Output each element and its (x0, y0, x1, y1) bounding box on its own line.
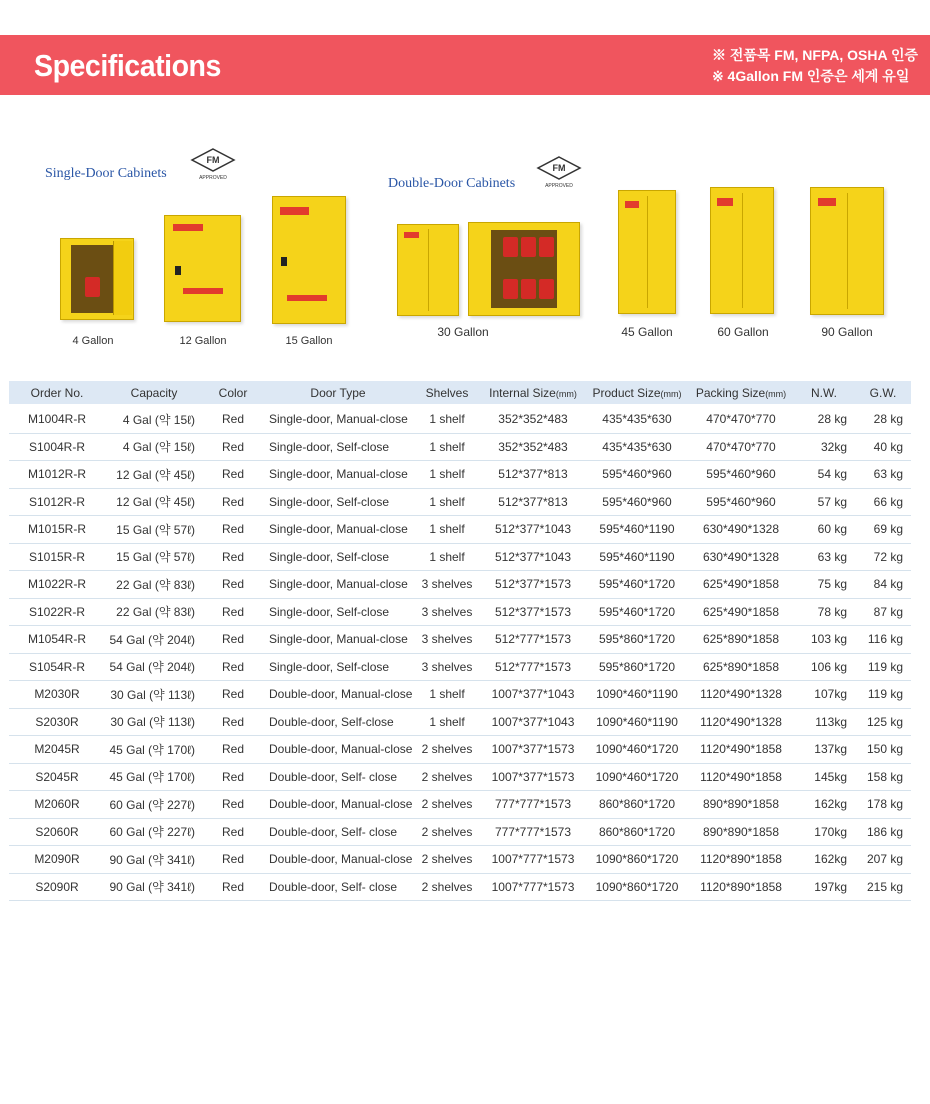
cabinet-90-gallon-image (810, 187, 884, 315)
cell-capacity: 60 Gal (약 227ℓ) (105, 791, 203, 819)
cell-product-size: 1090*460*1190 (585, 708, 689, 736)
table-row (9, 488, 911, 516)
table-row (9, 461, 911, 489)
cell-order-no: S1054R-R (9, 653, 105, 681)
cell-internal-size: 512*377*1573 (481, 571, 585, 599)
cell-color: Red (203, 405, 263, 433)
cell-gw: 40 kg (855, 433, 911, 461)
cell-door-type: Double-door, Self- close (263, 763, 413, 791)
cell-shelves: 1 shelf (413, 708, 481, 736)
cell-nw: 137kg (793, 736, 855, 764)
cell-order-no: M1022R-R (9, 571, 105, 599)
table-row (9, 405, 911, 433)
cell-nw: 170kg (793, 818, 855, 846)
cell-door-type: Single-door, Manual-close (263, 571, 413, 599)
specifications-table (9, 381, 911, 901)
cell-door-type: Single-door, Manual-close (263, 516, 413, 544)
table-row (9, 818, 911, 846)
cell-order-no: S2060R (9, 818, 105, 846)
cell-nw: 60 kg (793, 516, 855, 544)
cell-capacity: 54 Gal (약 204ℓ) (105, 626, 203, 654)
cell-color: Red (203, 791, 263, 819)
cell-product-size: 595*860*1720 (585, 626, 689, 654)
cell-order-no: S1004R-R (9, 433, 105, 461)
cell-door-type: Single-door, Self-close (263, 543, 413, 571)
table-row (9, 626, 911, 654)
cell-door-type: Single-door, Self-close (263, 433, 413, 461)
cell-product-size: 1090*460*1720 (585, 736, 689, 764)
cell-shelves: 1 shelf (413, 461, 481, 489)
cell-product-size: 595*460*1720 (585, 571, 689, 599)
certification-notes (712, 45, 918, 87)
cell-color: Red (203, 681, 263, 709)
cell-product-size: 1090*460*1190 (585, 681, 689, 709)
table-row (9, 653, 911, 681)
cell-shelves: 3 shelves (413, 626, 481, 654)
cell-gw: 69 kg (855, 516, 911, 544)
header-door-type: Door Type (263, 381, 413, 405)
cell-color: Red (203, 488, 263, 516)
cell-packing-size: 630*490*1328 (689, 543, 793, 571)
note-certification: ※ 전품목 FM, NFPA, OSHA 인증 (711, 47, 918, 63)
cell-product-size: 860*860*1720 (585, 818, 689, 846)
cell-color: Red (203, 543, 263, 571)
cell-shelves: 2 shelves (413, 818, 481, 846)
cell-door-type: Double-door, Self-close (263, 708, 413, 736)
cell-internal-size: 1007*377*1573 (481, 736, 585, 764)
cell-capacity: 30 Gal (약 113ℓ) (105, 681, 203, 709)
cell-order-no: S1022R-R (9, 598, 105, 626)
caption-45-gallon: 45 Gallon (621, 325, 673, 339)
table-row (9, 681, 911, 709)
cell-gw: 63 kg (855, 461, 911, 489)
cell-door-type: Double-door, Self- close (263, 873, 413, 901)
cell-internal-size: 512*377*1043 (481, 543, 585, 571)
header-internal-size: Internal Size(mm) (481, 381, 585, 405)
cell-product-size: 595*460*1190 (585, 516, 689, 544)
cell-capacity: 90 Gal (약 341ℓ) (105, 873, 203, 901)
cell-shelves: 1 shelf (413, 516, 481, 544)
cell-order-no: S1012R-R (9, 488, 105, 516)
cell-door-type: Single-door, Self-close (263, 488, 413, 516)
cell-internal-size: 1007*777*1573 (481, 846, 585, 874)
cell-door-type: Double-door, Manual-close (263, 846, 413, 874)
caption-12-gallon: 12 Gallon (179, 335, 227, 347)
table-row (9, 708, 911, 736)
cell-color: Red (203, 818, 263, 846)
caption-30-gallon: 30 Gallon (437, 325, 489, 339)
cell-capacity: 45 Gal (약 170ℓ) (105, 736, 203, 764)
cell-order-no: M1012R-R (9, 461, 105, 489)
table-row (9, 873, 911, 901)
cell-gw: 87 kg (855, 598, 911, 626)
cell-gw: 119 kg (855, 681, 911, 709)
cell-door-type: Single-door, Self-close (263, 653, 413, 681)
cell-order-no: M1004R-R (9, 405, 105, 433)
cell-capacity: 15 Gal (약 57ℓ) (105, 516, 203, 544)
fm-approved-text: APPROVED (545, 183, 573, 189)
cell-door-type: Single-door, Manual-close (263, 405, 413, 433)
cell-nw: 103 kg (793, 626, 855, 654)
table-row (9, 598, 911, 626)
fm-approved-logo (190, 148, 236, 182)
cell-order-no: M2045R (9, 736, 105, 764)
cell-color: Red (203, 516, 263, 544)
header-color: Color (203, 381, 263, 405)
cell-color: Red (203, 626, 263, 654)
cell-gw: 28 kg (855, 405, 911, 433)
cell-internal-size: 352*352*483 (481, 433, 585, 461)
table-row (9, 543, 911, 571)
cell-capacity: 90 Gal (약 341ℓ) (105, 846, 203, 874)
cell-nw: 162kg (793, 846, 855, 874)
cell-nw: 32kg (793, 433, 855, 461)
cell-packing-size: 630*490*1328 (689, 516, 793, 544)
cell-capacity: 12 Gal (약 45ℓ) (105, 461, 203, 489)
page-title: Specifications (34, 48, 221, 83)
cell-packing-size: 1120*890*1858 (689, 846, 793, 874)
cell-capacity: 12 Gal (약 45ℓ) (105, 488, 203, 516)
cabinet-4-gallon-image (60, 238, 134, 320)
cell-shelves: 1 shelf (413, 488, 481, 516)
cell-internal-size: 512*377*1573 (481, 598, 585, 626)
cell-product-size: 595*460*960 (585, 488, 689, 516)
cell-color: Red (203, 653, 263, 681)
cell-product-size: 435*435*630 (585, 405, 689, 433)
cell-color: Red (203, 873, 263, 901)
cell-internal-size: 512*377*1043 (481, 516, 585, 544)
cell-packing-size: 890*890*1858 (689, 791, 793, 819)
cell-product-size: 595*460*1190 (585, 543, 689, 571)
cell-nw: 106 kg (793, 653, 855, 681)
cell-capacity: 30 Gal (약 113ℓ) (105, 708, 203, 736)
cell-packing-size: 1120*490*1328 (689, 708, 793, 736)
cell-shelves: 1 shelf (413, 433, 481, 461)
cell-nw: 57 kg (793, 488, 855, 516)
cell-gw: 125 kg (855, 708, 911, 736)
cell-internal-size: 777*777*1573 (481, 791, 585, 819)
cell-nw: 28 kg (793, 405, 855, 433)
cell-gw: 158 kg (855, 763, 911, 791)
header-shelves: Shelves (413, 381, 481, 405)
cell-door-type: Double-door, Manual-close (263, 736, 413, 764)
header-capacity: Capacity (105, 381, 203, 405)
table-header-row (9, 381, 911, 405)
cell-packing-size: 625*890*1858 (689, 626, 793, 654)
cell-order-no: M2060R (9, 791, 105, 819)
cell-gw: 150 kg (855, 736, 911, 764)
cell-product-size: 435*435*630 (585, 433, 689, 461)
cell-packing-size: 1120*890*1858 (689, 873, 793, 901)
cell-internal-size: 512*777*1573 (481, 626, 585, 654)
cell-nw: 145kg (793, 763, 855, 791)
cell-nw: 197kg (793, 873, 855, 901)
table-row (9, 571, 911, 599)
cell-color: Red (203, 433, 263, 461)
table-row (9, 763, 911, 791)
cell-packing-size: 625*490*1858 (689, 571, 793, 599)
caption-90-gallon: 90 Gallon (821, 325, 873, 339)
cell-order-no: M1054R-R (9, 626, 105, 654)
cell-gw: 215 kg (855, 873, 911, 901)
table-body (9, 405, 911, 901)
cell-packing-size: 1120*490*1858 (689, 736, 793, 764)
cell-shelves: 2 shelves (413, 763, 481, 791)
table-row (9, 433, 911, 461)
caption-15-gallon: 15 Gallon (285, 335, 333, 347)
cell-internal-size: 512*377*813 (481, 488, 585, 516)
table-row (9, 846, 911, 874)
cell-product-size: 1090*860*1720 (585, 846, 689, 874)
caption-4-gallon: 4 Gallon (72, 335, 114, 347)
cell-door-type: Double-door, Manual-close (263, 791, 413, 819)
cell-internal-size: 352*352*483 (481, 405, 585, 433)
header-order-no: Order No. (9, 381, 105, 405)
cell-product-size: 595*460*1720 (585, 598, 689, 626)
single-door-title: Single-Door Cabinets (45, 166, 167, 181)
cell-gw: 178 kg (855, 791, 911, 819)
cell-internal-size: 777*777*1573 (481, 818, 585, 846)
cell-capacity: 22 Gal (약 83ℓ) (105, 598, 203, 626)
caption-60-gallon: 60 Gallon (717, 325, 769, 339)
cell-shelves: 1 shelf (413, 681, 481, 709)
fm-approved-text: APPROVED (199, 175, 227, 181)
cell-shelves: 3 shelves (413, 598, 481, 626)
header-packing-size: Packing Size(mm) (689, 381, 793, 405)
cell-shelves: 2 shelves (413, 873, 481, 901)
table-row (9, 791, 911, 819)
cell-product-size: 1090*460*1720 (585, 763, 689, 791)
header-product-size: Product Size(mm) (585, 381, 689, 405)
cell-capacity: 60 Gal (약 227ℓ) (105, 818, 203, 846)
cabinet-30-gallon-image (397, 224, 459, 316)
cell-order-no: S2030R (9, 708, 105, 736)
cell-product-size: 595*460*960 (585, 461, 689, 489)
cell-order-no: S1015R-R (9, 543, 105, 571)
cell-nw: 78 kg (793, 598, 855, 626)
cell-capacity: 4 Gal (약 15ℓ) (105, 433, 203, 461)
table-row (9, 516, 911, 544)
cell-capacity: 54 Gal (약 204ℓ) (105, 653, 203, 681)
cell-shelves: 1 shelf (413, 543, 481, 571)
cell-color: Red (203, 571, 263, 599)
cell-door-type: Single-door, Manual-close (263, 626, 413, 654)
cell-packing-size: 470*470*770 (689, 405, 793, 433)
cell-shelves: 2 shelves (413, 736, 481, 764)
cell-order-no: M2030R (9, 681, 105, 709)
cell-shelves: 3 shelves (413, 653, 481, 681)
header-gw: G.W. (855, 381, 911, 405)
cell-internal-size: 1007*777*1573 (481, 873, 585, 901)
cell-nw: 162kg (793, 791, 855, 819)
cell-packing-size: 470*470*770 (689, 433, 793, 461)
cell-internal-size: 1007*377*1573 (481, 763, 585, 791)
header-nw: N.W. (793, 381, 855, 405)
double-door-title: Double-Door Cabinets (388, 176, 516, 191)
cell-internal-size: 1007*377*1043 (481, 708, 585, 736)
cell-nw: 107kg (793, 681, 855, 709)
cell-nw: 113kg (793, 708, 855, 736)
cell-shelves: 1 shelf (413, 405, 481, 433)
cell-order-no: M1015R-R (9, 516, 105, 544)
cell-gw: 84 kg (855, 571, 911, 599)
cell-packing-size: 595*460*960 (689, 488, 793, 516)
fm-mark-text: FM (206, 155, 220, 165)
cell-packing-size: 890*890*1858 (689, 818, 793, 846)
cell-color: Red (203, 461, 263, 489)
cell-capacity: 22 Gal (약 83ℓ) (105, 571, 203, 599)
cell-shelves: 3 shelves (413, 571, 481, 599)
cell-door-type: Double-door, Manual-close (263, 681, 413, 709)
cell-internal-size: 512*377*813 (481, 461, 585, 489)
cell-internal-size: 512*777*1573 (481, 653, 585, 681)
cell-color: Red (203, 736, 263, 764)
cell-order-no: M2090R (9, 846, 105, 874)
cell-nw: 54 kg (793, 461, 855, 489)
cell-product-size: 860*860*1720 (585, 791, 689, 819)
cell-packing-size: 625*490*1858 (689, 598, 793, 626)
cell-product-size: 595*860*1720 (585, 653, 689, 681)
cell-product-size: 1090*860*1720 (585, 873, 689, 901)
cell-color: Red (203, 708, 263, 736)
cell-gw: 186 kg (855, 818, 911, 846)
cell-packing-size: 595*460*960 (689, 461, 793, 489)
cell-color: Red (203, 598, 263, 626)
cabinet-30-gallon-open-image (468, 222, 580, 316)
cell-shelves: 2 shelves (413, 791, 481, 819)
cabinet-15-gallon-image (272, 196, 346, 324)
cell-capacity: 15 Gal (약 57ℓ) (105, 543, 203, 571)
cell-door-type: Single-door, Self-close (263, 598, 413, 626)
cell-gw: 207 kg (855, 846, 911, 874)
header-banner (0, 35, 930, 95)
cell-gw: 66 kg (855, 488, 911, 516)
cabinet-12-gallon-image (164, 215, 241, 322)
cell-color: Red (203, 763, 263, 791)
note-world-first: ※ 4Gallon FM 인증은 세계 유일 (711, 68, 910, 84)
cell-capacity: 4 Gal (약 15ℓ) (105, 405, 203, 433)
table-row (9, 736, 911, 764)
fm-approved-logo-double (536, 156, 582, 190)
cell-packing-size: 1120*490*1328 (689, 681, 793, 709)
cell-packing-size: 1120*490*1858 (689, 763, 793, 791)
cell-order-no: S2090R (9, 873, 105, 901)
cell-nw: 75 kg (793, 571, 855, 599)
cell-color: Red (203, 846, 263, 874)
cell-nw: 63 kg (793, 543, 855, 571)
cell-gw: 119 kg (855, 653, 911, 681)
cell-internal-size: 1007*377*1043 (481, 681, 585, 709)
cell-gw: 72 kg (855, 543, 911, 571)
cell-capacity: 45 Gal (약 170ℓ) (105, 763, 203, 791)
cell-shelves: 2 shelves (413, 846, 481, 874)
cell-door-type: Double-door, Self- close (263, 818, 413, 846)
cell-order-no: S2045R (9, 763, 105, 791)
cabinet-45-gallon-image (618, 190, 676, 314)
cabinet-60-gallon-image (710, 187, 774, 314)
cell-gw: 116 kg (855, 626, 911, 654)
cell-packing-size: 625*890*1858 (689, 653, 793, 681)
fm-mark-text: FM (552, 163, 566, 173)
cell-door-type: Single-door, Manual-close (263, 461, 413, 489)
